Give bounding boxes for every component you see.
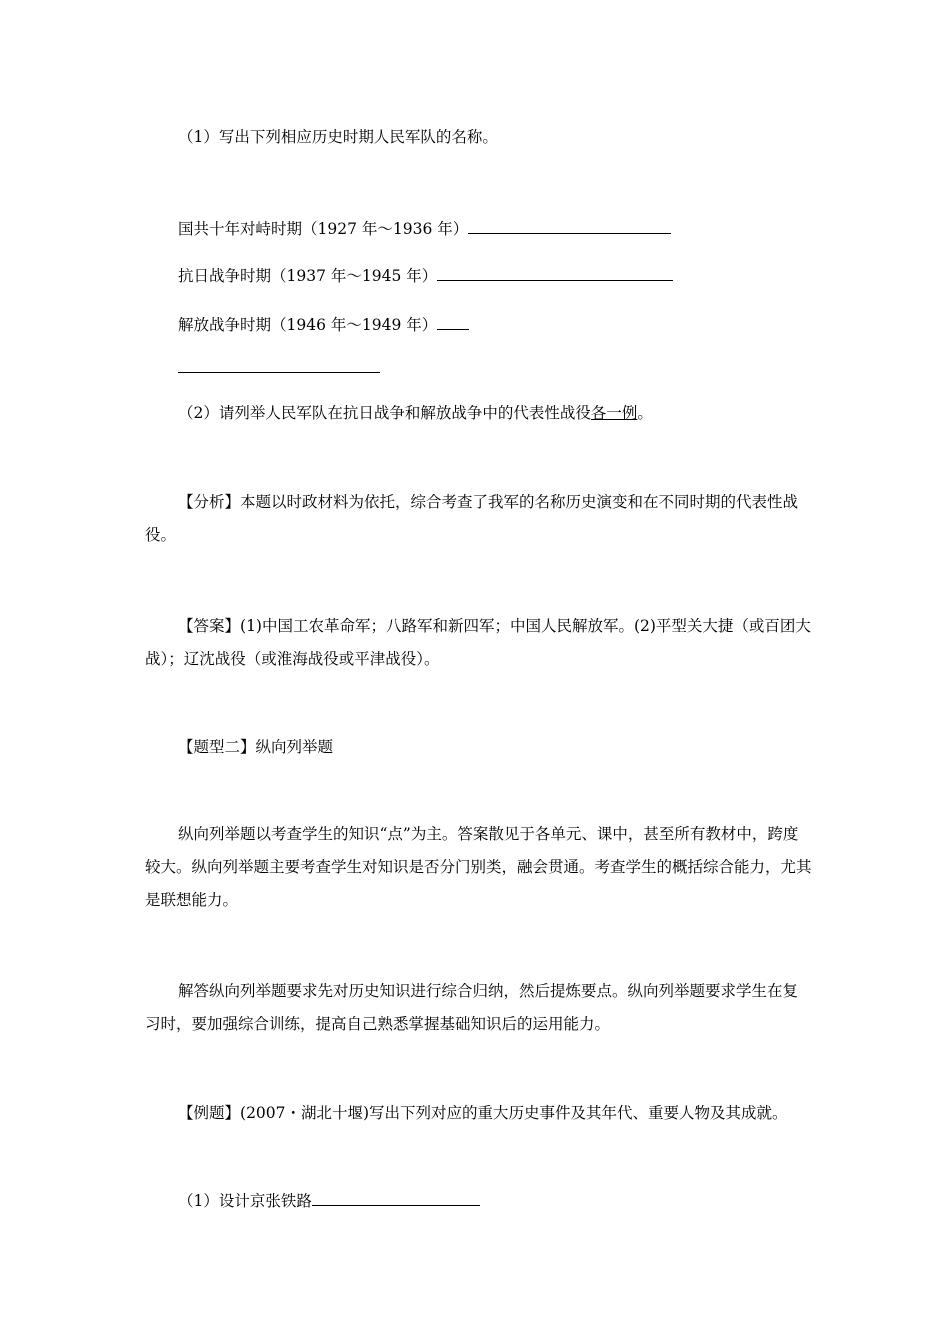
analysis-paragraph xyxy=(145,486,813,552)
answer-blank-2[interactable] xyxy=(437,262,673,281)
question-2-underlined: 各一例 xyxy=(590,404,638,422)
example-text: (2007・湖北十堰)写出下列对应的重大历史事件及其年代、重要人物及其成就。 xyxy=(240,1104,788,1122)
body-paragraph-2: 解答纵向列举题要求先对历史知识进行综合归纳，然后提炼要点。纵向列举题要求学生在复习时，要加强综合训练，提高自己熟悉掌握基础知识后的运用能力。 xyxy=(145,982,799,1033)
answer-blank-3[interactable] xyxy=(437,311,469,330)
analysis-label: 【分析】 xyxy=(178,493,241,511)
question-2-suffix: 。 xyxy=(637,404,653,422)
analysis-text: 本题以时政材料为依托，综合考查了我军的名称历史演变和在不同时期的代表性战役。 xyxy=(145,493,799,544)
body-paragraph-1: 纵向列举题以考查学生的知识“点”为主。答案散见于各单元、课中，甚至所有教材中，跨度较大。纵向列举题主要考查学生对知识是否分门别类，融会贯通。考查学生的概括综合能力，尤其是联想能力。 xyxy=(145,825,812,909)
question-1-intro: （1）写出下列相应历史时期人民军队的名称。 xyxy=(178,128,498,146)
period-row-2 xyxy=(178,261,848,291)
period-label-2: 抗日战争时期（1937 年～1945 年） xyxy=(178,267,438,285)
period-label-1: 国共十年对峙时期（1927 年～1936 年） xyxy=(178,220,469,238)
answer-blank-1[interactable] xyxy=(468,215,671,234)
example-item-1-text: （1）设计京张铁路 xyxy=(178,1192,312,1210)
example-paragraph xyxy=(145,1097,813,1130)
answer-text: (1)中国工农革命军；八路军和新四军；中国人民解放军。(2)平型关大捷（或百团大战）；辽沈战役（或淮海战役或平津战役）。 xyxy=(145,617,811,668)
example-item-1 xyxy=(178,1186,848,1216)
period-row-3 xyxy=(178,310,848,340)
question-2 xyxy=(178,398,848,428)
type-2-heading: 【题型二】纵向列举题 xyxy=(178,738,334,756)
example-label: 【例题】 xyxy=(178,1104,241,1122)
example-answer-blank-1[interactable] xyxy=(312,1187,480,1206)
period-row-1 xyxy=(178,214,848,244)
question-2-text: （2）请列举人民军队在抗日战争和解放战争中的代表性战役 xyxy=(178,404,591,422)
answer-paragraph xyxy=(145,610,813,676)
answer-blank-3-continued[interactable] xyxy=(178,372,380,373)
answer-label: 【答案】 xyxy=(178,617,241,635)
period-label-3: 解放战争时期（1946 年～1949 年） xyxy=(178,316,438,334)
